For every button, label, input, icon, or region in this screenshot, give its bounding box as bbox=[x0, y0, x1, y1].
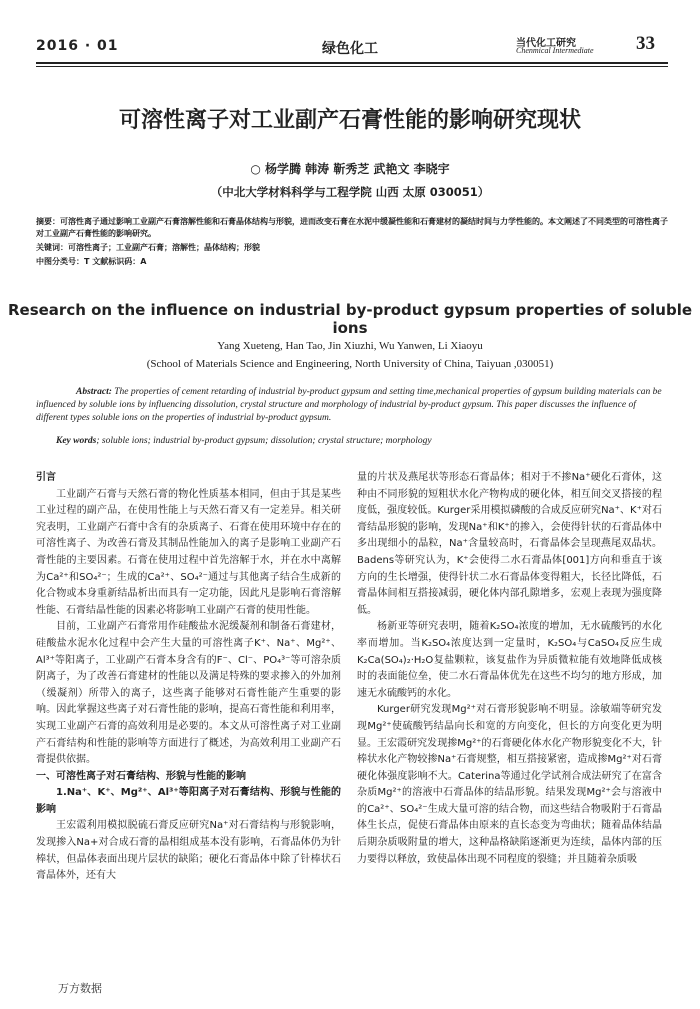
body-paragraph: Kurger研究发现Mg²⁺对石膏形貌影响不明显。涂敏端等研究发现Mg²⁺使硫酸钙结晶向长和宽的方向变化，但长的方向变化更为明显。王宏霞研究发现掺Mg²⁺的石膏硬化体水化产物形貌变化不大，针棒状水化产物较掺Na⁺石膏规整，相互搭接紧密，造成掺Mg²⁺对石膏硬化体强度影响不大。Caterina等通过化学试剂合成法研究了在富含杂质Mg²⁺的溶液中石膏晶体的结晶形貌。结果发现Mg²⁺会与溶液中的Ca²⁺、SO₄²⁻生成大量可溶的结合物，而这些结合物吸附于石膏晶体生长点，促使石膏晶体由原来的直长态变为弯曲状；随着晶体结晶后期杂质吸附量的增大，这种晶格缺陷逐渐更为连续，晶体内部的压力要得以释放，致使晶体出现不同程度的裂缝；并且随着杂质吸 bbox=[357, 704, 662, 865]
body-column-left bbox=[36, 470, 341, 885]
section-label: 绿色化工 bbox=[322, 41, 378, 57]
keywords-en-label: Key words bbox=[56, 436, 97, 446]
issue-label: 2016 · 01 bbox=[36, 38, 119, 54]
body-paragraph: 目前，工业副产石膏常用作硅酸盐水泥缓凝剂和制备石膏建材，硅酸盐水泥水化过程中会产生大量的可溶性离子K⁺、Na⁺、Mg²⁺、Al³⁺等阳离子，工业副产石膏本身含有的F⁻、Cl⁻、PO₄³⁻等可溶杂质阴离子，为了改善石膏建材的性能以及满足特殊的要求掺入的外加剂（缓凝剂）所带入的离子，这些离子能够对石膏性能产生重要的影响。因此掌握这些离子对石膏性能的影响，提高石膏性能和利用率，实现工业副产石膏的高效利用是必要的。本文从可溶性离子对工业副产石膏结构和性能的影响等方面进行了概述，为高效利用工业副产石膏提供依据。 bbox=[36, 621, 341, 766]
body-paragraph: 王宏霞利用模拟脱硫石膏反应研究Na⁺对石膏结构与形貌影响，发现掺入Na+对合成石膏的晶相组成基本没有影响，石膏晶体仍为针棒状，但晶体表面出现片层状的缺陷；硬化石膏晶体中除了针棒状石膏晶体外，还有大 bbox=[36, 820, 341, 882]
affiliation-en: (School of Materials Science and Engineering, North University of China, Taiyuan ,030051) bbox=[146, 358, 554, 370]
abstract-cn: 摘要：可溶性离子通过影响工业副产石膏溶解性能和石膏晶体结构与形貌，进而改变石膏在水泥中缓凝性能和石膏建材的凝结时间与力学性能的。本文阐述了不同类型的可溶性离子对工业副产石膏性能的影响研究。 bbox=[36, 217, 668, 238]
body-paragraph: 量的片状及燕尾状等形态石膏晶体；相对于不掺Na⁺硬化石膏体，这种由不同形貌的短粗状水化产物构成的硬化体，相互间交叉搭接的程度低，强度较低。Kurger采用模拟磷酸的合成反应研究Na⁺、K⁺对石膏结晶形貌的影响，发现Na⁺和K⁺的掺入，会使得针状的石膏晶体中多出现细小的晶粒，Na⁺含量较高时，石膏晶体会呈现燕尾双晶状。Badens等研究认为，K⁺会使得二水石膏晶体[001]方向和垂直于该方向的生长增强，使得针状二水石膏晶体变得粗大，长径比降低，石膏晶体间相互搭接减弱，硬化体内部孔隙增多，宏观上表现为强度降低。 bbox=[357, 472, 662, 616]
abstract-en-label: Abstract: bbox=[76, 387, 112, 397]
keywords-en-text: ; soluble ions; industrial by-product gypsum; dissolution; crystal structure; morphology bbox=[96, 436, 432, 446]
abstract-en-text: The properties of cement retarding of industrial by-product gypsum and setting time,mechanical properties of gypsum building materials can be influenced by soluble ions by influencing dissolution, crystal structure and morphology of industrial by-product gypsum. This paper discusses the influence of different types soluble ions on the properties of industrial by-product gypsum. bbox=[36, 387, 662, 423]
section-heading: 一、可溶性离子对石膏结构、形貌与性能的影响 bbox=[36, 770, 246, 782]
subsection-heading: 1.Na⁺、K⁺、Mg²⁺、Al³⁺等阳离子对石膏结构、形貌与性能的影响 bbox=[36, 787, 341, 815]
keywords-cn: 关键词：可溶性离子；工业副产石膏；溶解性；晶体结构；形貌 bbox=[36, 243, 260, 252]
keywords-en bbox=[56, 436, 668, 446]
body-paragraph: 工业副产石膏与天然石膏的物化性质基本相同，但由于其是某些工业过程的副产品，在使用性能上与天然石膏又有一定差异。相关研究表明，工业副产石膏中含有的杂质离子、石膏在使用环境中存在的可溶性离子、为改善石膏及其制品性能加入的离子是影响工业副产石膏性能的主要因素。石膏在使用过程中首先溶解于水，并在水中离解为Ca²⁺和SO₄²⁻；生成的Ca²⁺、SO₄²⁻通过与其他离子结合生成新的化合物或本身重新结晶析出而具有一定功能，因此凡是影响石膏溶解性能、石膏结晶性能的因素必将影响工业副产石膏的使用性能。 bbox=[36, 488, 341, 616]
body-column-right bbox=[357, 470, 662, 868]
header-rule-thin bbox=[36, 66, 668, 67]
journal-name-en: Chenmical Intermediate bbox=[516, 46, 594, 55]
authors-cn: ○ 杨学腾 韩涛 靳秀芝 武艳文 李晓宇 bbox=[250, 162, 450, 176]
footer-watermark: 万方数据 bbox=[58, 982, 102, 995]
header-rule bbox=[36, 62, 668, 64]
classification: 中图分类号：T 文献标识码：A bbox=[36, 257, 147, 266]
journal-name-cn: 当代化工研究 bbox=[516, 38, 576, 49]
title-cn: 可溶性离子对工业副产石膏性能的影响研究现状 bbox=[118, 108, 581, 133]
authors-en: Yang Xueteng, Han Tao, Jin Xiuzhi, Wu Yanwen, Li Xiaoyu bbox=[217, 340, 483, 352]
affiliation-cn: （中北大学材料科学与工程学院 山西 太原 030051） bbox=[210, 185, 490, 199]
title-en: Research on the influence on industrial by-product gypsum properties of soluble ions bbox=[7, 301, 693, 337]
section-heading: 引言 bbox=[36, 472, 56, 483]
page-number: 33 bbox=[636, 33, 655, 54]
abstract-en bbox=[36, 386, 668, 425]
body-paragraph: 杨新亚等研究表明，随着K₂SO₄浓度的增加，无水硫酸钙的水化率而增加。当K₂SO₄浓度达到一定量时，K₂SO₄与CaSO₄反应生成K₂Ca(SO₄)₂·H₂O复盐颗粒，该复盐作为异质微粒能有效地降低成核时的表面能位垒，使二水石膏晶体优先在这些不均匀的地方形成，加速无水硫酸钙的水化。 bbox=[357, 621, 662, 699]
